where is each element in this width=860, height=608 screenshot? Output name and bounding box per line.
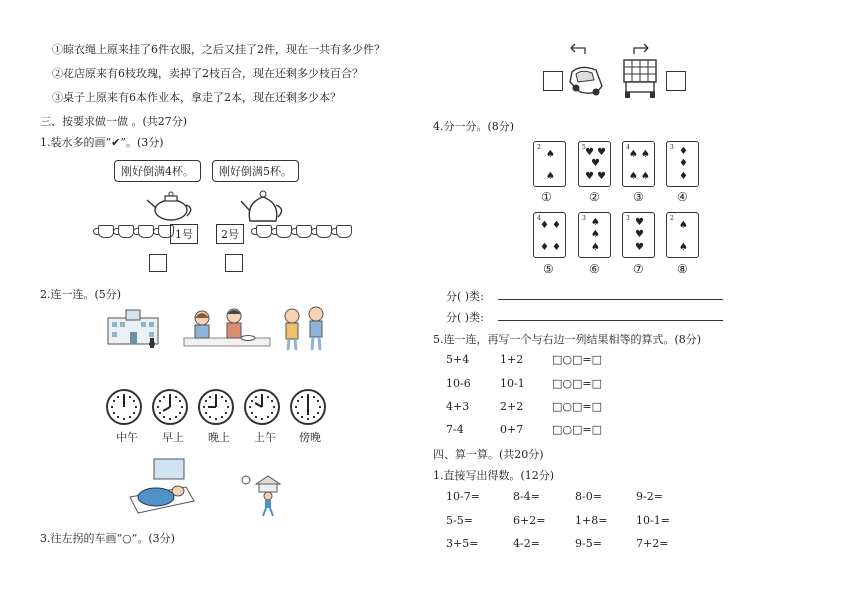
connect-left-4: 7-4 (446, 423, 464, 436)
speech-bubble-2: 刚好倒满5杯。 (212, 160, 299, 182)
playing-card (533, 141, 566, 187)
calc-3-2[interactable]: 4-2= (513, 537, 540, 550)
clock-tick (295, 406, 297, 408)
card-suit-icon: ♠ (546, 171, 555, 182)
left-arrow-icon (565, 43, 587, 57)
clock-tick (205, 400, 207, 402)
card-rank: 2 (670, 215, 674, 222)
calc-1-3[interactable]: 8-0= (575, 490, 602, 503)
card-suit-icon: ♦ (552, 220, 561, 231)
clock-tick (225, 412, 227, 414)
cup-icon (138, 225, 154, 238)
card-rank: 3 (626, 215, 630, 222)
card-suit-icon: ♠ (679, 242, 688, 253)
card-label-1: ① (541, 190, 552, 204)
pot-1-label: 1号 (170, 224, 198, 244)
clock-minute-hand (123, 395, 125, 407)
clock-tick (133, 400, 135, 402)
card-rank: 2 (537, 144, 541, 151)
clock-tick (221, 416, 223, 418)
classify-line-2-label: 分( )类: (446, 311, 484, 324)
cup-icon (316, 225, 332, 238)
kid-going-school-icon (238, 470, 288, 518)
clock-tick (181, 406, 183, 408)
calc-3-3[interactable]: 9-5= (575, 537, 602, 550)
card-suit-icon: ♦ (679, 171, 688, 182)
clock-tick (273, 406, 275, 408)
cup-icon (276, 225, 292, 238)
card-suit-icon: ♠ (629, 149, 638, 160)
calc-1-1[interactable]: 10-7= (446, 490, 480, 503)
playing-card (578, 141, 611, 187)
clock-tick (203, 406, 205, 408)
card-label-6: ⑥ (589, 262, 600, 276)
clock-hour-hand (307, 407, 309, 415)
clock-icon (106, 389, 142, 425)
clock-icon (198, 389, 234, 425)
clock-tick (317, 412, 319, 414)
clock-tick (209, 416, 211, 418)
card-label-8: ⑧ (677, 262, 688, 276)
pot-2-label: 2号 (216, 224, 244, 244)
clock-tick (169, 418, 171, 420)
card-suit-icon: ♠ (641, 149, 650, 160)
clock-tick (129, 396, 131, 398)
question-4-title: 4.分一分。(8分) (433, 120, 515, 133)
card-label-3: ③ (633, 190, 644, 204)
clock-tick (255, 416, 257, 418)
clock-icon (290, 389, 326, 425)
card-rank: 5 (582, 144, 586, 151)
problem-1: ①晾衣绳上原来挂了6件衣服，之后又挂了2件，现在一共有多少件？ (52, 43, 385, 56)
card-suit-icon: ♦ (552, 242, 561, 253)
cup-icon (296, 225, 312, 238)
section-3-title: 三、按要求做一做 。(共27分) (40, 115, 188, 128)
card-label-4: ④ (677, 190, 688, 204)
teapot-2-icon (238, 183, 288, 225)
clock-tick (179, 400, 181, 402)
section-4-title: 四、算一算。(共20分) (433, 448, 544, 461)
clock-tick (209, 396, 211, 398)
card-label-7: ⑦ (633, 262, 644, 276)
equation-blank-4[interactable]: □○□=□ (552, 423, 602, 436)
clock-minute-hand (215, 395, 217, 407)
equation-blank-2[interactable]: □○□=□ (552, 377, 602, 390)
clock-tick (133, 412, 135, 414)
clock-tick (255, 396, 257, 398)
car-icon (566, 60, 606, 100)
clock-label-5: 傍晚 (299, 431, 321, 444)
school-building-icon (104, 306, 166, 350)
clock-tick (301, 416, 303, 418)
connect-right-4: 0+7 (500, 423, 524, 436)
clock-tick (163, 416, 165, 418)
playing-card (533, 212, 566, 258)
right-arrow-icon (632, 43, 654, 57)
card-suit-icon: ♠ (629, 171, 638, 182)
clock-tick (163, 396, 165, 398)
clock-tick (313, 396, 315, 398)
speech-bubble-1: 刚好倒满4杯。 (114, 160, 201, 182)
clock-minute-hand (169, 395, 171, 407)
playing-card (666, 141, 699, 187)
card-rank: 4 (537, 215, 541, 222)
clock-icon (152, 389, 188, 425)
truck-icon (620, 56, 660, 100)
clock-icon (244, 389, 280, 425)
clock-label-3: 晚上 (208, 431, 230, 444)
clock-tick (267, 396, 269, 398)
connect-right-2: 10-1 (500, 377, 525, 390)
clock-tick (159, 400, 161, 402)
clock-tick (205, 412, 207, 414)
question-5-title: 5.连一连，再写一个与右边一列结果相等的算式。(8分) (433, 333, 702, 346)
card-suit-icon: ♠ (679, 220, 688, 231)
clock-tick (157, 406, 159, 408)
clock-tick (113, 412, 115, 414)
clock-tick (225, 400, 227, 402)
clock-tick (271, 412, 273, 414)
card-suit-icon: ♠ (641, 171, 650, 182)
card-suit-icon: ♥ (585, 171, 594, 182)
question-2-title: 2.连一连。(5分) (40, 288, 122, 301)
card-rank: 4 (626, 144, 630, 151)
clock-minute-hand (307, 395, 309, 407)
clock-tick (297, 400, 299, 402)
card-suit-icon: ♠ (591, 217, 600, 228)
playing-card (666, 212, 699, 258)
connect-left-1: 5+4 (446, 353, 470, 366)
card-suit-icon: ♠ (591, 229, 600, 240)
card-suit-icon: ♥ (597, 171, 606, 182)
clock-label-1: 中午 (116, 431, 138, 444)
question-4-1-title: 1.直接写出得数。(12分) (433, 469, 555, 482)
classify-line-1[interactable] (498, 299, 723, 300)
clock-tick (159, 412, 161, 414)
cup-icon (256, 225, 272, 238)
clock-tick (249, 406, 251, 408)
clock-tick (261, 418, 263, 420)
playing-card (578, 212, 611, 258)
clock-tick (227, 406, 229, 408)
answer-box-car-1[interactable] (543, 71, 563, 91)
clock-tick (319, 406, 321, 408)
clock-tick (317, 400, 319, 402)
calc-1-4[interactable]: 9-2= (636, 490, 663, 503)
clock-tick (267, 416, 269, 418)
clock-tick (175, 416, 177, 418)
clock-tick (117, 396, 119, 398)
card-rank: 3 (670, 144, 674, 151)
clock-tick (215, 418, 217, 420)
connect-right-3: 2+2 (500, 400, 524, 413)
calc-2-1[interactable]: 5-5= (446, 514, 473, 527)
clock-label-4: 上午 (254, 431, 276, 444)
children-eating-icon (182, 306, 272, 350)
clock-tick (251, 400, 253, 402)
answer-box-pot-2[interactable] (225, 254, 243, 272)
playing-card (622, 212, 655, 258)
clock-tick (307, 418, 309, 420)
card-suit-icon: ♥ (585, 147, 594, 158)
classify-line-2[interactable] (498, 320, 723, 321)
clock-tick (297, 412, 299, 414)
cup-icon (98, 225, 114, 238)
clock-tick (301, 396, 303, 398)
calc-3-1[interactable]: 3+5= (446, 537, 479, 550)
card-label-2: ② (589, 190, 600, 204)
clock-tick (117, 416, 119, 418)
calc-3-4[interactable]: 7+2= (636, 537, 669, 550)
playing-card (622, 141, 655, 187)
card-suit-icon: ♠ (591, 242, 600, 253)
card-suit-icon: ♦ (540, 220, 549, 231)
answer-box-truck[interactable] (666, 71, 686, 91)
question-3-title: 3.往左拐的车画“○”。(3分) (40, 532, 175, 545)
card-suit-icon: ♥ (591, 158, 600, 169)
clock-tick (179, 412, 181, 414)
teapot-1-icon (145, 188, 197, 222)
card-suit-icon: ♠ (546, 149, 555, 160)
problem-3: ③桌子上原来有6本作业本，拿走了2本，现在还剩多少本？ (52, 91, 341, 104)
clock-tick (175, 396, 177, 398)
clock-tick (221, 396, 223, 398)
clock-minute-hand (261, 395, 263, 407)
clock-tick (111, 406, 113, 408)
cup-icon (118, 225, 134, 238)
cup-icon (336, 225, 352, 238)
calc-1-2[interactable]: 8-4= (513, 490, 540, 503)
clock-tick (123, 418, 125, 420)
clock-tick (129, 416, 131, 418)
card-suit-icon: ♥ (635, 242, 644, 253)
clock-tick (251, 412, 253, 414)
card-rank: 3 (582, 215, 586, 222)
card-suit-icon: ♥ (597, 147, 606, 158)
clock-tick (313, 416, 315, 418)
card-label-5: ⑤ (543, 262, 554, 276)
calc-2-4[interactable]: 10-1= (636, 514, 670, 527)
problem-2: ②花店原来有6枝玫瑰，卖掉了2枝百合，现在还剩多少枝百合？ (52, 67, 363, 80)
equation-blank-3[interactable]: □○□=□ (552, 400, 602, 413)
clock-tick (113, 400, 115, 402)
connect-left-3: 4+3 (446, 400, 470, 413)
connect-right-1: 1+2 (500, 353, 524, 366)
equation-blank-1[interactable]: □○□=□ (552, 353, 602, 366)
children-waking-icon (280, 304, 330, 352)
card-suit-icon: ♥ (635, 217, 644, 228)
classify-line-1-label: 分( )类: (446, 290, 484, 303)
card-suit-icon: ♥ (635, 229, 644, 240)
calc-2-2[interactable]: 6+2= (513, 514, 546, 527)
sleeping-in-bed-icon (126, 457, 198, 517)
answer-box-pot-1[interactable] (149, 254, 167, 272)
question-1-title: 1.装水多的画“✔”。(3分) (40, 136, 164, 149)
clock-tick (135, 406, 137, 408)
card-suit-icon: ♦ (679, 158, 688, 169)
connect-left-2: 10-6 (446, 377, 471, 390)
card-suit-icon: ♦ (679, 146, 688, 157)
clock-tick (271, 400, 273, 402)
calc-2-3[interactable]: 1+8= (575, 514, 608, 527)
clock-label-2: 早上 (162, 431, 184, 444)
card-suit-icon: ♦ (540, 242, 549, 253)
